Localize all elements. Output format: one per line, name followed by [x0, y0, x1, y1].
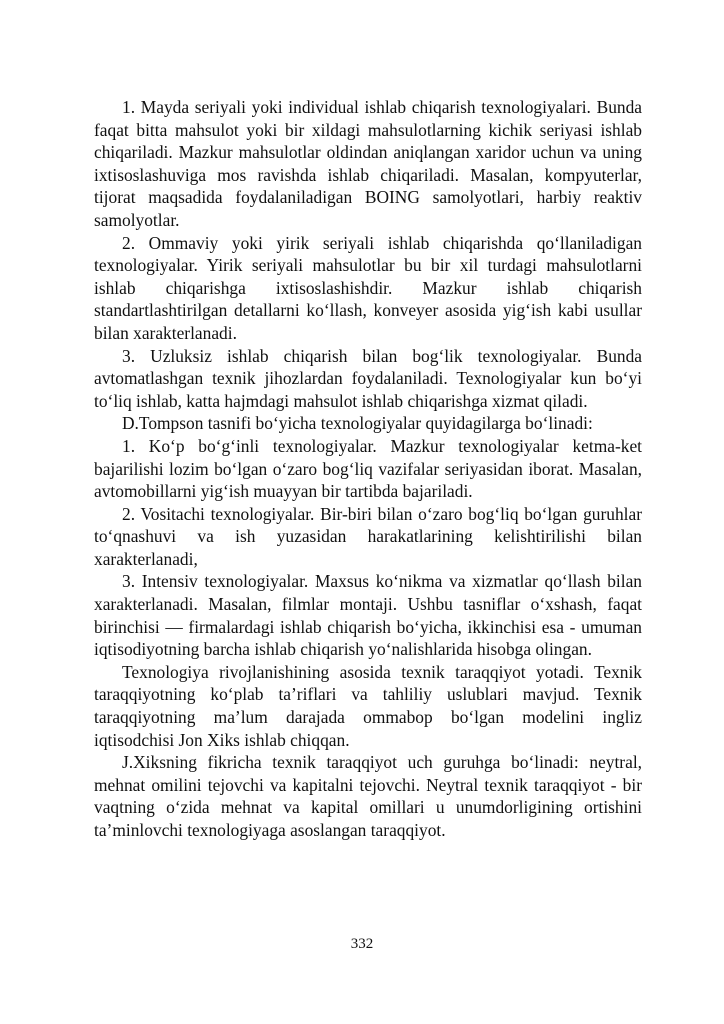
- paragraph-1: 1. Mayda seriyali yoki individual ishlab chiqarish texnologiyalari. Bunda faqat bitta mahsulot yoki bir xildagi mahsulotlarning kichik seriyasi ishlab chiqariladi. Mazkur mahsulotlar oldindan aniqlangan xaridor uchun va uning ixtisoslashuviga mos ravishda ishlab chiqariladi. Masalan, kompyuterlar, tijorat maqsadida foydalaniladigan BOING samolyotlari, harbiy reaktiv samolyotlar.: [94, 97, 642, 230]
- paragraph-7: 3. Intensiv texnologiyalar. Maxsus ko‘nikma va xizmatlar qo‘llash bilan xarakterlanadi. Masalan, filmlar montaji. Ushbu tasniflar o‘xshash, faqat birinchisi — firmalardagi ishlab chiqarish bo‘yicha, ikkinchisi esa - umuman iqtisodiyotning barcha ishlab chiqarish yo‘nalishlarida hisobga olingan.: [94, 571, 642, 660]
- paragraph-5: 1. Ko‘p bo‘g‘inli texnologiyalar. Mazkur texnologiyalar ketma-ket bajarilishi lozim bo‘lgan o‘zaro bog‘liq vazifalar seriyasidan iborat. Masalan, avtomobillarni yig‘ish muayyan bir tartibda bajariladi.: [94, 435, 642, 502]
- paragraph-8: Texnologiya rivojlanishining asosida texnik taraqqiyot yotadi. Texnik taraqqiyotning ko‘plab ta’riflari va tahliliy uslublari mavjud. Texnik taraqqiyotning ma’lum darajada ommabop bo‘lgan modelini ingliz iqtisodchisi Jon Xiks ishlab chiqqan.: [94, 661, 642, 750]
- paragraph-2: 2. Ommaviy yoki yirik seriyali ishlab chiqarishda qo‘llaniladigan texnologiyalar. Yirik seriyali mahsulotlar bu bir xil turdagi mahsulotlarni ishlab chiqarishga ixtisoslashishdir. Mazkur ishlab chiqarish standartlashtirilgan detallarni ko‘llash, konveyer asosida yig‘ish kabi usullar bilan xarakterlanadi.: [94, 232, 642, 343]
- page-body: [94, 96, 642, 842]
- paragraph-4: D.Tompson tasnifi bo‘yicha texnologiyalar quyidagilarga bo‘linadi:: [122, 413, 593, 434]
- paragraph-6: 2. Vositachi texnologiyalar. Bir-biri bilan o‘zaro bog‘liq bo‘lgan guruhlar to‘qnashuvi va ish yuzasidan harakatlarining kelishtirilishi bilan xarakterlanadi,: [94, 503, 642, 569]
- paragraph-9: J.Xiksning fikricha texnik taraqqiyot uch guruhga bo‘linadi: neytral, mehnat omilini tejovchi va kapitalni tejovchi. Neytral texnik taraqqiyot - bir vaqtning o‘zida mehnat va kapital omillari u unumdorligining ortishini ta’minlovchi texnologiyaga asoslangan taraqqiyot.: [94, 752, 642, 840]
- page-number: 332: [350, 936, 374, 952]
- paragraph-3: 3. Uzluksiz ishlab chiqarish bilan bog‘lik texnologiyalar. Bunda avtomatlashgan texnik jihozlardan foydalaniladi. Texnologiyalar kun bo‘yi to‘liq ishlab, katta hajmdagi mahsulot ishlab chiqarishga xizmat qiladi.: [94, 345, 642, 411]
